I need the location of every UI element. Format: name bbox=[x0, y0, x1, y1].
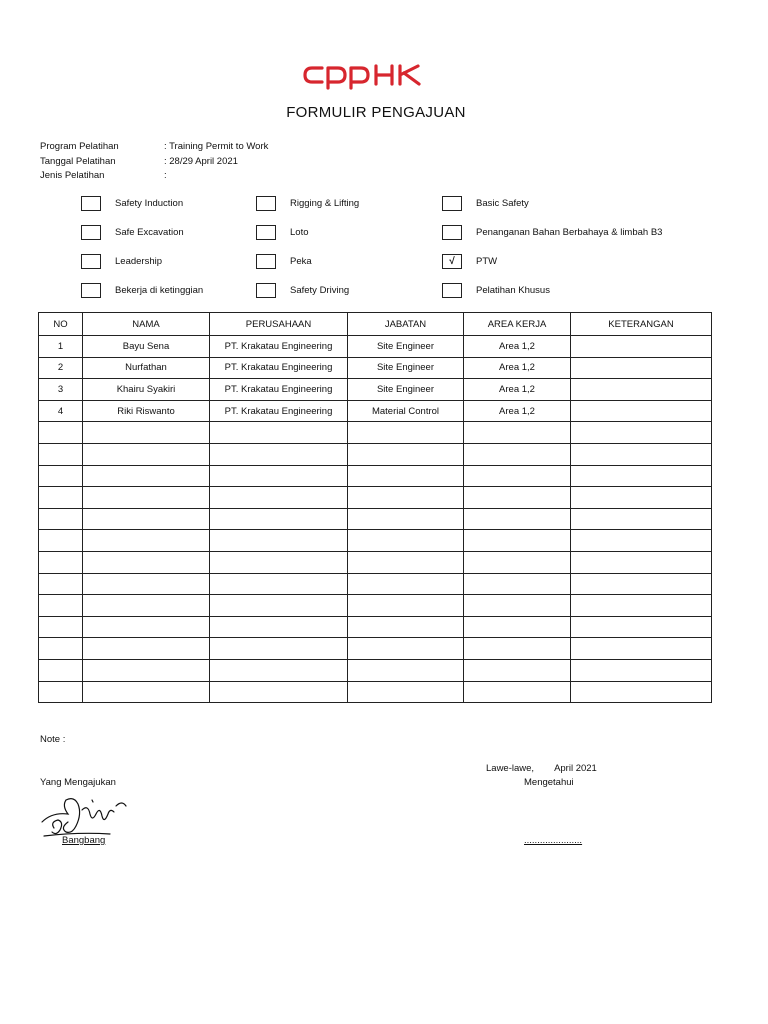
table-cell[interactable]: 1 bbox=[39, 336, 83, 358]
table-row bbox=[39, 681, 712, 703]
table-cell[interactable]: Area 1,2 bbox=[464, 379, 571, 401]
option-label: Loto bbox=[290, 227, 309, 238]
table-row bbox=[39, 659, 712, 681]
type-row bbox=[40, 169, 268, 184]
table-cell[interactable]: Area 1,2 bbox=[464, 400, 571, 422]
option-safety-driving[interactable] bbox=[256, 283, 349, 298]
table-cell[interactable] bbox=[39, 595, 83, 617]
table-cell[interactable] bbox=[348, 530, 464, 552]
option-bekerja-ketinggian[interactable] bbox=[81, 283, 203, 298]
date-value: : 28/29 April 2021 bbox=[164, 155, 238, 167]
table-cell[interactable] bbox=[210, 530, 348, 552]
table-cell[interactable] bbox=[464, 595, 571, 617]
table-cell[interactable] bbox=[571, 400, 712, 422]
checkbox[interactable] bbox=[442, 196, 462, 211]
checkbox[interactable] bbox=[256, 283, 276, 298]
header-perusahaan: PERUSAHAAN bbox=[210, 313, 348, 336]
header-keterangan: KETERANGAN bbox=[571, 313, 712, 336]
option-label: Safe Excavation bbox=[115, 227, 184, 238]
checkbox[interactable] bbox=[81, 283, 101, 298]
table-cell[interactable] bbox=[571, 357, 712, 379]
table-row bbox=[39, 336, 712, 358]
program-value: : Training Permit to Work bbox=[164, 141, 269, 152]
table-cell[interactable] bbox=[348, 595, 464, 617]
table-cell[interactable] bbox=[83, 681, 210, 703]
table-cell[interactable] bbox=[210, 595, 348, 617]
table-cell[interactable] bbox=[571, 638, 712, 660]
table-cell[interactable] bbox=[210, 465, 348, 487]
table-cell[interactable] bbox=[39, 422, 83, 444]
table-cell[interactable] bbox=[571, 681, 712, 703]
date-label: Tanggal Pelatihan bbox=[40, 155, 116, 167]
table-cell[interactable]: Khairu Syakiri bbox=[83, 379, 210, 401]
table-cell[interactable] bbox=[571, 551, 712, 573]
date-row bbox=[40, 155, 268, 170]
checkbox[interactable] bbox=[256, 225, 276, 240]
option-label: Basic Safety bbox=[476, 198, 529, 209]
table-cell[interactable] bbox=[464, 487, 571, 509]
table-cell[interactable]: PT. Krakatau Engineering bbox=[210, 400, 348, 422]
checkbox[interactable] bbox=[81, 225, 101, 240]
table-cell[interactable] bbox=[571, 508, 712, 530]
option-peka[interactable] bbox=[256, 254, 312, 269]
table-row bbox=[39, 595, 712, 617]
participant-table bbox=[38, 312, 712, 703]
table-cell[interactable] bbox=[571, 465, 712, 487]
table-cell[interactable] bbox=[83, 530, 210, 552]
table-cell[interactable] bbox=[348, 551, 464, 573]
option-label: Penanganan Bahan Berbahaya & limbah B3 bbox=[476, 227, 663, 238]
table-cell[interactable] bbox=[39, 443, 83, 465]
checkbox[interactable] bbox=[81, 254, 101, 269]
cpphk-logo bbox=[300, 62, 430, 90]
option-basic-safety[interactable] bbox=[442, 196, 529, 211]
table-cell[interactable] bbox=[348, 487, 464, 509]
table-cell[interactable] bbox=[83, 595, 210, 617]
table-cell[interactable] bbox=[210, 443, 348, 465]
table-row bbox=[39, 616, 712, 638]
table-cell[interactable] bbox=[39, 487, 83, 509]
table-cell[interactable] bbox=[39, 659, 83, 681]
table-body bbox=[39, 336, 712, 703]
option-ptw[interactable] bbox=[442, 254, 497, 269]
checkbox[interactable] bbox=[442, 225, 462, 240]
table-cell[interactable] bbox=[571, 443, 712, 465]
month: April 2021 bbox=[554, 763, 597, 774]
table-cell[interactable] bbox=[83, 616, 210, 638]
table-cell[interactable] bbox=[39, 551, 83, 573]
table-cell[interactable] bbox=[210, 573, 348, 595]
table-cell[interactable] bbox=[39, 508, 83, 530]
table-cell[interactable] bbox=[571, 422, 712, 444]
table-cell[interactable] bbox=[83, 487, 210, 509]
table-cell[interactable] bbox=[83, 659, 210, 681]
option-label: Peka bbox=[290, 256, 312, 267]
option-label: Bekerja di ketinggian bbox=[115, 285, 204, 296]
table-cell[interactable] bbox=[571, 595, 712, 617]
checkbox-checked[interactable]: √ bbox=[442, 254, 462, 269]
option-label: Safety Induction bbox=[115, 198, 184, 209]
table-row bbox=[39, 443, 712, 465]
program-row bbox=[40, 140, 268, 155]
place: Lawe-lawe, bbox=[486, 763, 535, 774]
checkbox[interactable] bbox=[256, 254, 276, 269]
table-cell[interactable] bbox=[210, 551, 348, 573]
table-header-row bbox=[39, 313, 712, 336]
type-value: : bbox=[164, 170, 167, 181]
table-cell[interactable] bbox=[83, 551, 210, 573]
table-cell[interactable]: Bayu Sena bbox=[83, 336, 210, 358]
table-row bbox=[39, 422, 712, 444]
table-cell[interactable] bbox=[39, 616, 83, 638]
table-cell[interactable] bbox=[348, 465, 464, 487]
table-cell[interactable] bbox=[348, 616, 464, 638]
table-cell[interactable]: 4 bbox=[39, 400, 83, 422]
option-leadership[interactable] bbox=[81, 254, 162, 269]
table-cell[interactable] bbox=[571, 379, 712, 401]
table-cell[interactable]: Material Control bbox=[348, 400, 464, 422]
table-cell[interactable] bbox=[464, 616, 571, 638]
table-cell[interactable] bbox=[83, 465, 210, 487]
option-pelatihan-khusus[interactable] bbox=[442, 283, 550, 298]
table-cell[interactable] bbox=[571, 487, 712, 509]
option-label: Rigging & Lifting bbox=[290, 198, 360, 209]
table-cell[interactable] bbox=[571, 659, 712, 681]
header-nama: NAMA bbox=[83, 313, 210, 336]
table-cell[interactable] bbox=[210, 616, 348, 638]
table-cell[interactable]: Site Engineer bbox=[348, 336, 464, 358]
form-title: FORMULIR PENGAJUAN bbox=[286, 104, 466, 121]
table-cell[interactable] bbox=[464, 573, 571, 595]
table-cell[interactable] bbox=[39, 465, 83, 487]
table-cell[interactable] bbox=[210, 659, 348, 681]
table-cell[interactable] bbox=[464, 681, 571, 703]
table-cell[interactable] bbox=[83, 422, 210, 444]
table-cell[interactable] bbox=[571, 530, 712, 552]
option-loto[interactable] bbox=[256, 225, 309, 240]
table-row bbox=[39, 465, 712, 487]
table-cell[interactable] bbox=[348, 443, 464, 465]
option-label: Safety Driving bbox=[290, 285, 350, 296]
option-b3[interactable] bbox=[442, 225, 662, 240]
table-cell[interactable] bbox=[464, 530, 571, 552]
table-cell[interactable] bbox=[83, 573, 210, 595]
table-cell[interactable] bbox=[39, 530, 83, 552]
option-rigging-lifting[interactable] bbox=[256, 196, 359, 211]
table-cell[interactable] bbox=[571, 616, 712, 638]
type-label: Jenis Pelatihan bbox=[40, 170, 105, 181]
checkbox[interactable] bbox=[81, 196, 101, 211]
table-cell[interactable]: PT. Krakatau Engineering bbox=[210, 379, 348, 401]
table-cell[interactable] bbox=[83, 638, 210, 660]
table-cell[interactable] bbox=[210, 487, 348, 509]
table-cell[interactable] bbox=[348, 638, 464, 660]
table-cell[interactable] bbox=[348, 422, 464, 444]
table-cell[interactable] bbox=[464, 551, 571, 573]
table-cell[interactable]: 2 bbox=[39, 357, 83, 379]
table-cell[interactable] bbox=[348, 659, 464, 681]
checkbox[interactable] bbox=[256, 196, 276, 211]
table-cell[interactable] bbox=[210, 638, 348, 660]
option-label: Pelatihan Khusus bbox=[476, 285, 550, 296]
table-row bbox=[39, 357, 712, 379]
header-jabatan: JABATAN bbox=[348, 313, 464, 336]
option-safety-induction[interactable] bbox=[81, 196, 183, 211]
table-cell[interactable] bbox=[210, 422, 348, 444]
table-cell[interactable] bbox=[464, 508, 571, 530]
table-cell[interactable]: PT. Krakatau Engineering bbox=[210, 336, 348, 358]
table-cell[interactable] bbox=[39, 638, 83, 660]
table-cell[interactable] bbox=[348, 681, 464, 703]
table-cell[interactable] bbox=[210, 508, 348, 530]
table-row bbox=[39, 379, 712, 401]
program-label: Program Pelatihan bbox=[40, 141, 119, 152]
header-no: NO bbox=[39, 313, 83, 336]
table-row bbox=[39, 487, 712, 509]
table-cell[interactable]: PT. Krakatau Engineering bbox=[210, 357, 348, 379]
table-cell[interactable] bbox=[571, 573, 712, 595]
table-cell[interactable]: Nurfathan bbox=[83, 357, 210, 379]
table-row bbox=[39, 508, 712, 530]
option-label: PTW bbox=[476, 256, 498, 267]
table-row bbox=[39, 530, 712, 552]
program-info bbox=[40, 140, 268, 184]
table-cell[interactable] bbox=[464, 465, 571, 487]
table-cell[interactable] bbox=[348, 508, 464, 530]
table-cell[interactable] bbox=[83, 443, 210, 465]
place-date bbox=[486, 763, 597, 774]
applicant-label: Yang Mengajukan bbox=[40, 777, 116, 788]
approver-signature-line: ...................... bbox=[524, 835, 583, 846]
approver-label: Mengetahui bbox=[524, 777, 574, 788]
table-cell[interactable]: Site Engineer bbox=[348, 379, 464, 401]
table-cell[interactable]: 3 bbox=[39, 379, 83, 401]
table-cell[interactable] bbox=[83, 508, 210, 530]
table-cell[interactable]: Area 1,2 bbox=[464, 357, 571, 379]
table-row bbox=[39, 400, 712, 422]
table-row bbox=[39, 573, 712, 595]
table-cell[interactable]: Site Engineer bbox=[348, 357, 464, 379]
table-row bbox=[39, 551, 712, 573]
applicant-name: Bangbang bbox=[62, 835, 106, 846]
table-cell[interactable] bbox=[464, 443, 571, 465]
header-area-kerja: AREA KERJA bbox=[464, 313, 571, 336]
table-cell[interactable] bbox=[39, 573, 83, 595]
table-cell[interactable] bbox=[571, 336, 712, 358]
table-cell[interactable] bbox=[464, 638, 571, 660]
note-label: Note : bbox=[40, 734, 66, 745]
table-cell[interactable]: Area 1,2 bbox=[464, 336, 571, 358]
table-cell[interactable]: Riki Riswanto bbox=[83, 400, 210, 422]
table-cell[interactable] bbox=[464, 659, 571, 681]
table-cell[interactable] bbox=[348, 573, 464, 595]
option-safe-excavation[interactable] bbox=[81, 225, 184, 240]
table-cell[interactable] bbox=[39, 681, 83, 703]
table-cell[interactable] bbox=[210, 681, 348, 703]
checkbox[interactable] bbox=[442, 283, 462, 298]
handwritten-signature bbox=[38, 792, 130, 838]
option-label: Leadership bbox=[115, 256, 163, 267]
table-row bbox=[39, 638, 712, 660]
table-cell[interactable] bbox=[464, 422, 571, 444]
